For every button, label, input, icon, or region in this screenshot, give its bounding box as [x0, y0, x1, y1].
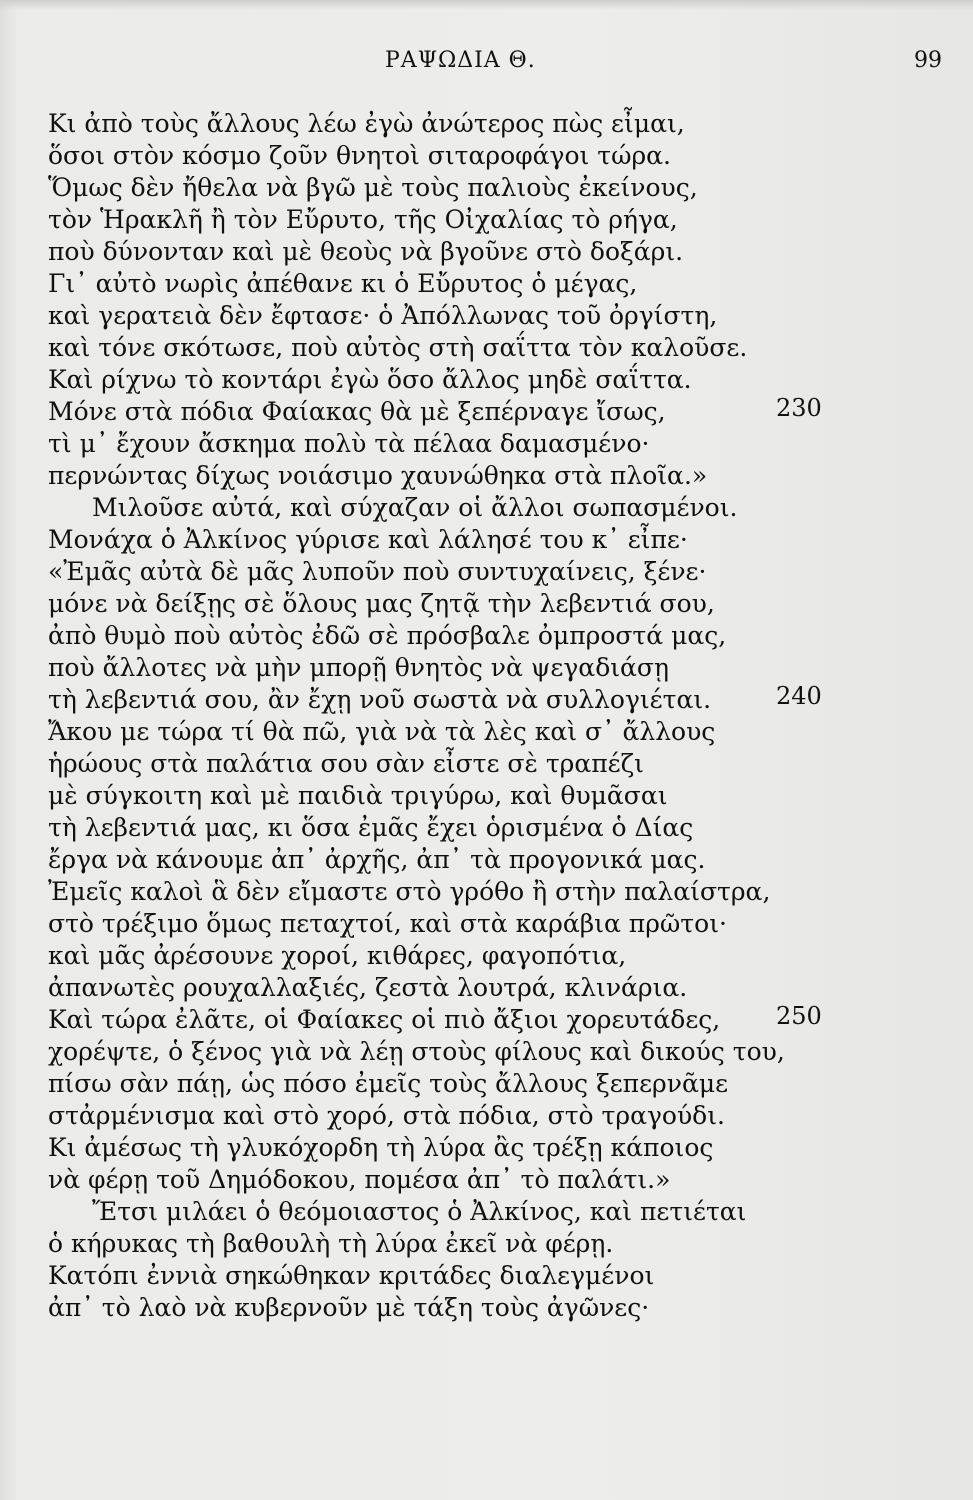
verse-line [0, 236, 973, 268]
verse-line [0, 428, 973, 460]
verse-line [0, 1036, 973, 1068]
verse-text: «Ἐμᾶς αὐτὰ δὲ μᾶς λυποῦν ποὺ συντυχαίνεις, ξένε· [48, 557, 707, 586]
verse-text: μόνε νὰ δείξῃς σὲ ὅλους μας ζητᾷ τὴν λεβεντιά σου, [48, 589, 715, 618]
verse-text: Μόνε στὰ πόδια Φαίακας θὰ μὲ ξεπέρναγε ἴσως, [48, 397, 666, 426]
verse-text: Καὶ τώρα ἐλᾶτε, οἱ Φαίακες οἱ πιὸ ἄξιοι χορευτάδες, [48, 1005, 721, 1034]
verse-line [0, 364, 973, 396]
verse-text: μὲ σύγκοιτη καὶ μὲ παιδιὰ τριγύρω, καὶ θυμᾶσαι [48, 781, 668, 810]
chapter-title: ΡΑΨΩΔΙΑ Θ. [385, 48, 536, 73]
verse-line [0, 748, 973, 780]
verse-text: τὸν Ἡρακλῆ ἢ τὸν Εὔρυτο, τῆς Οἰχαλίας τὸ ρήγα, [48, 205, 678, 234]
line-number: 250 [776, 1002, 822, 1030]
verse-line [0, 396, 973, 428]
verse-line [0, 556, 973, 588]
verse-text: νὰ φέρῃ τοῦ Δημόδοκου, πομέσα ἀπ᾽ τὸ παλάτι.» [48, 1165, 671, 1194]
verse-line [0, 1228, 973, 1260]
verse-text: ἔργα νὰ κάνουμε ἀπ᾽ ἀρχῆς, ἀπ᾽ τὰ προγονικά μας. [48, 845, 706, 874]
verse-text: Κι ἀμέσως τὴ γλυκόχορδη τὴ λύρα ἂς τρέξῃ κάποιος [48, 1133, 714, 1162]
verse-text: καὶ μᾶς ἀρέσουνε χοροί, κιθάρες, φαγοπότια, [48, 941, 627, 970]
verse-line [0, 652, 973, 684]
line-number: 240 [776, 682, 822, 710]
verse-text: ποὺ δύνονταν καὶ μὲ θεοὺς νὰ βγοῦνε στὸ δοξάρι. [48, 237, 684, 266]
verse-text: πίσω σὰν πάῃ, ὡς πόσο ἐμεῖς τοὺς ἄλλους ξεπερνᾶμε [48, 1069, 729, 1098]
verse-text: ἀπ᾽ τὸ λαὸ νὰ κυβερνοῦν μὲ τάξη τοὺς ἀγῶνες· [48, 1293, 650, 1322]
line-number: 230 [776, 394, 822, 422]
verse-line [0, 684, 973, 716]
verse-text: ὅσοι στὸν κόσμο ζοῦν θνητοὶ σιταροφάγοι τώρα. [48, 141, 671, 170]
verse-line [0, 268, 973, 300]
verse-text: ἀπανωτὲς ρουχαλλαξιές, ζεστὰ λουτρά, κλινάρια. [48, 973, 688, 1002]
verse-text: ἡρώους στὰ παλάτια σου σὰν εἶστε σὲ τραπέζι [48, 749, 644, 778]
verse-line [0, 876, 973, 908]
verse-text: χορέψτε, ὁ ξένος γιὰ νὰ λέῃ στοὺς φίλους καὶ δικούς του, [48, 1037, 785, 1066]
verse-text: Κατόπι ἐννιὰ σηκώθηκαν κριτάδες διαλεγμένοι [48, 1261, 655, 1290]
verse-text: Ἔτσι μιλάει ὁ θεόμοιαστος ὁ Ἀλκίνος, καὶ πετιέται [92, 1197, 747, 1226]
verse-line [0, 460, 973, 492]
verse-line [0, 780, 973, 812]
verse-text: Μιλοῦσε αὐτά, καὶ σύχαζαν οἱ ἄλλοι σωπασμένοι. [92, 493, 738, 522]
verse-text: Μονάχα ὁ Ἀλκίνος γύρισε καὶ λάλησέ του κ᾽ εἶπε· [48, 525, 688, 554]
verse-line [0, 1260, 973, 1292]
verse-line [0, 908, 973, 940]
verse-text: καὶ γερατειὰ δὲν ἔφτασε· ὁ Ἀπόλλωνας τοῦ ὀργίστη, [48, 301, 718, 330]
verse-line [0, 300, 973, 332]
verse-line [0, 1004, 973, 1036]
verse-text: Ἄκου με τώρα τί θὰ πῶ, γιὰ νὰ τὰ λὲς καὶ σ᾽ ἄλλους [48, 717, 716, 746]
verse-text: Καὶ ρίχνω τὸ κοντάρι ἐγὼ ὅσο ἄλλος μηδὲ σαΐττα. [48, 365, 692, 394]
verse-text: Κι ἀπὸ τοὺς ἄλλους λέω ἐγὼ ἀνώτερος πὼς εἶμαι, [48, 109, 685, 138]
verse-line [0, 1132, 973, 1164]
verse-line [0, 1100, 973, 1132]
verse-line [0, 140, 973, 172]
page-top-edge [0, 0, 973, 10]
verse-text: τὴ λεβεντιά σου, ἂν ἔχῃ νοῦ σωστὰ νὰ συλλογιέται. [48, 685, 712, 714]
verse-text: ἀπὸ θυμὸ ποὺ αὐτὸς ἐδῶ σὲ πρόσβαλε ὀμπροστά μας, [48, 621, 727, 650]
verse-text: ποὺ ἄλλοτες νὰ μὴν μπορῇ θνητὸς νὰ ψεγαδιάσῃ [48, 653, 669, 682]
verse-line [0, 172, 973, 204]
verse-line [0, 1164, 973, 1196]
verse-text: στὸ τρέξιμο ὅμως πεταχτοί, καὶ στὰ καράβια πρῶτοι· [48, 909, 727, 938]
verse-line [0, 716, 973, 748]
verse-line [0, 620, 973, 652]
verse-text: Ἐμεῖς καλοὶ ἃ δὲν εἴμαστε στὸ γρόθο ἢ στὴν παλαίστρα, [48, 877, 771, 906]
verse-text: ὁ κήρυκας τὴ βαθουλὴ τὴ λύρα ἐκεῖ νὰ φέρῃ. [48, 1229, 614, 1258]
verse-line [0, 1292, 973, 1324]
verse-line [0, 844, 973, 876]
verse-text: καὶ τόνε σκότωσε, ποὺ αὐτὸς στὴ σαΐττα τὸν καλοῦσε. [48, 333, 748, 362]
verse-text: τὶ μ᾽ ἔχουν ἄσκημα πολὺ τὰ πέλαα δαμασμένο· [48, 429, 650, 458]
verse-text: περνώντας δίχως νοιάσιμο χαυνώθηκα στὰ πλοῖα.» [48, 461, 708, 490]
verse-line [0, 972, 973, 1004]
verse-line [0, 492, 973, 524]
verse-text: τὴ λεβεντιά μας, κι ὅσα ἐμᾶς ἔχει ὁρισμένα ὁ Δίας [48, 813, 694, 842]
running-head [0, 48, 973, 78]
verse-line [0, 940, 973, 972]
verse-text: στἀρμένισμα καὶ στὸ χορό, στὰ πόδια, στὸ τραγούδι. [48, 1101, 725, 1130]
verse-line [0, 332, 973, 364]
verse-line [0, 204, 973, 236]
verse-line [0, 108, 973, 140]
verse-text: Γι᾽ αὐτὸ νωρὶς ἀπέθανε κι ὁ Εὔρυτος ὁ μέγας, [48, 269, 638, 298]
verse-line [0, 524, 973, 556]
verse-line [0, 588, 973, 620]
page-number: 99 [914, 48, 942, 73]
verse-line [0, 812, 973, 844]
verse-line [0, 1068, 973, 1100]
verse-line [0, 1196, 973, 1228]
poem-text [0, 108, 973, 1324]
verse-text: Ὅμως δὲν ἤθελα νὰ βγῶ μὲ τοὺς παλιοὺς ἐκείνους, [48, 173, 698, 202]
